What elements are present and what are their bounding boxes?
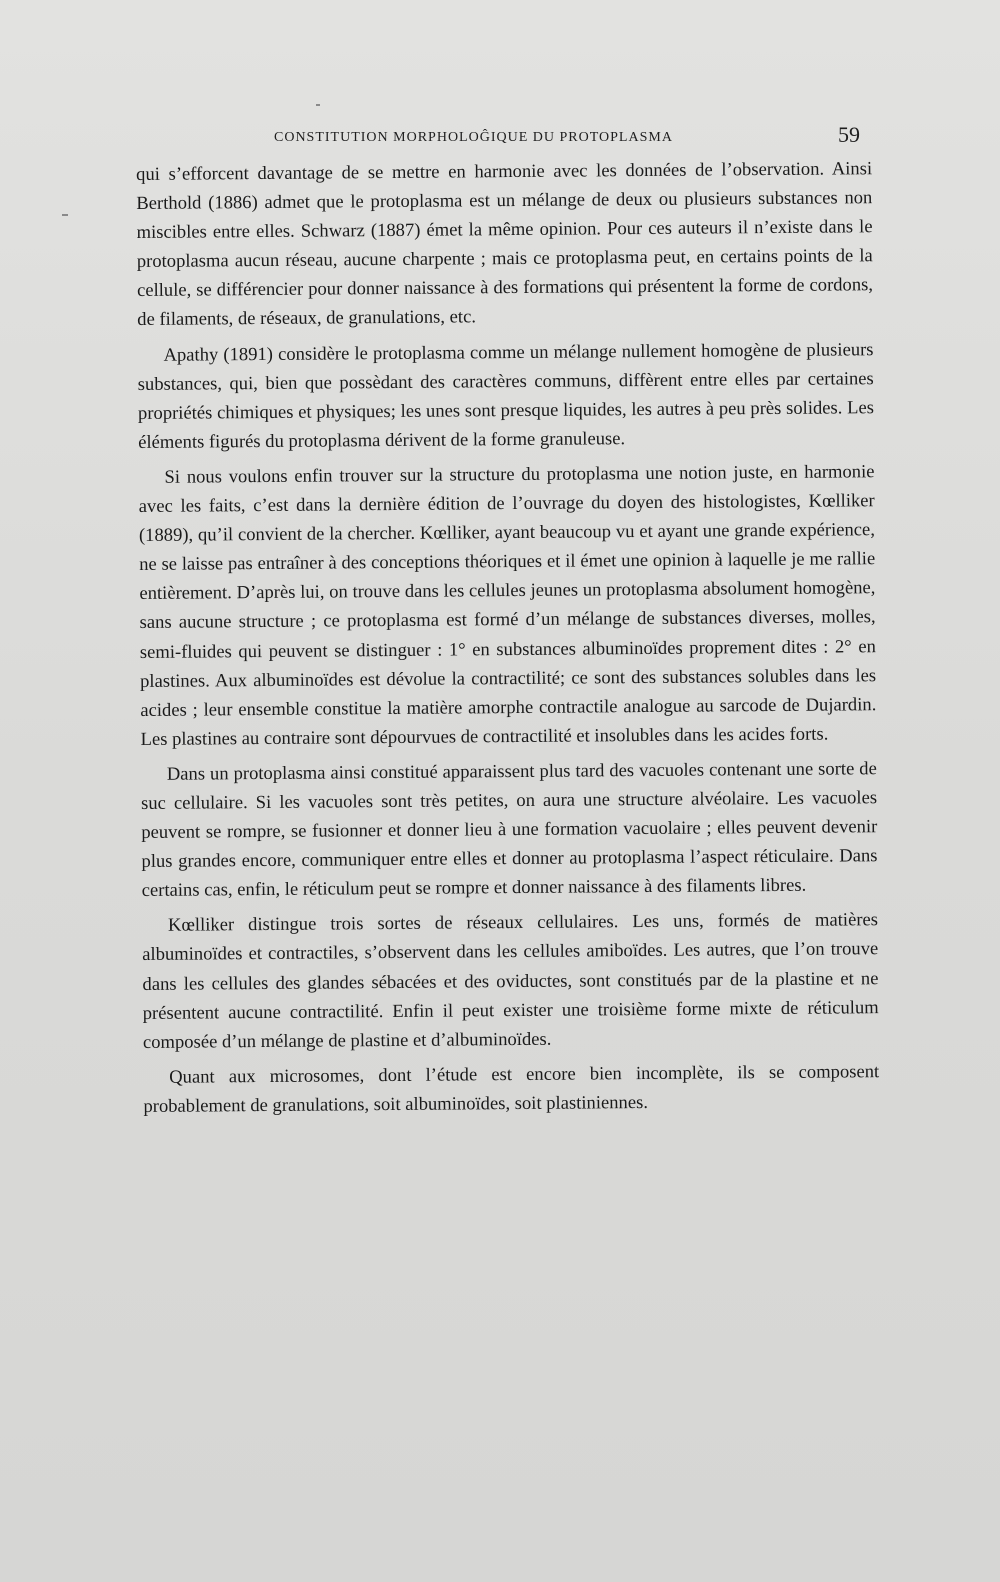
paragraph: qui s’efforcent davantage de se mettre en harmonie avec les données de l’observation. Ainsi Berthold (1886) admet que le protoplasma est un mélange de deux ou plusieurs substances non miscibles entre elles. Schwarz (1887) émet la même opinion. Pour ces auteurs il n’existe dans le protoplasma aucun réseau, aucune charpente ; mais ce protoplasma peut, en certains points de la cellule, se différencier pour donner naissance à des formations qui présentent la forme de cordons, de filaments, de réseaux, de granulations, etc.	[136, 158, 874, 331]
speck-mark	[316, 104, 320, 106]
paragraph: Quant aux microsomes, dont l’étude est encore bien incomplète, ils se composent probablement de granulations, soit albuminoïdes, soit plastiniennes.	[143, 1061, 880, 1117]
speck-mark	[62, 214, 68, 216]
paragraph: Si nous voulons enfin trouver sur la structure du protoplasma une notion juste, en harmonie avec les faits, c’est dans la dernière édition de l’ouvrage du doyen des histologistes, Kœlliker (1889), qu’il convient de la chercher. Kœlliker, ayant beaucoup vu et ayant une grande expérience, ne se laisse pas entraîner à des conceptions théoriques et il émet une opinion à laquelle je me rallie entièrement. D’après lui, on trouve dans les cellules jeunes un protoplasma absolument homogène, sans aucune structure ; ce protoplasma est formé d’un mélange de substances diverses, molles, semi-fluides qui peuvent se distinguer : 1° en substances albuminoïdes proprement dites : 2° en plastines. Aux albuminoïdes est dévolue la contractilité; ce sont des substances solubles dans les acides ; leur ensemble constitue la matière amorphe contractile analogue au sarcode de Dujardin. Les plastines au contraire sont dépourvues de contractilité et insolubles dans les acides forts.	[138, 461, 877, 750]
paragraph: Kœlliker distingue trois sortes de réseaux cellulaires. Les uns, formés de matières albuminoïdes et contractiles, s’observent dans les cellules amiboïdes. Les autres, que l’on trouve dans les cellules des glandes sébacées et des oviductes, sont constitués par de la plastine et ne présentent aucune contractilité. Enfin il peut exister une troisième forme mixte de réticulum composée d’un mélange de plastine et d’albuminoïdes.	[142, 909, 879, 1053]
running-title: CONSTITUTION MORPHOLOĜIQUE DU PROTOPLASMA	[274, 130, 673, 145]
page-header	[136, 122, 872, 154]
body-text	[136, 154, 880, 1127]
paragraph: Dans un protoplasma ainsi constitué apparaissent plus tard des vacuoles contenant une sorte de suc cellulaire. Si les vacuoles sont très petites, on aura une structure alvéolaire. Les vacuoles peuvent se rompre, se fusionner et donner lieu à une formation vacuolaire ; elles peuvent devenir plus grandes encore, communiquer entre elles et donner au protoplasma l’aspect réticulaire. Dans certains cas, enfin, le réticulum peut se rompre et donner naissance à des filaments libres.	[140, 758, 878, 902]
paragraph: Apathy (1891) considère le protoplasma comme un mélange nullement homogène de plusieurs substances, qui, bien que possèdant des caractères communs, diffèrent entre elles par certaines propriétés chimiques et physiques; les unes sont presque liquides, les autres à peu près solides. Les éléments figurés du protoplasma dérivent de la forme granuleuse.	[137, 338, 875, 453]
page-number: 59	[838, 122, 860, 147]
